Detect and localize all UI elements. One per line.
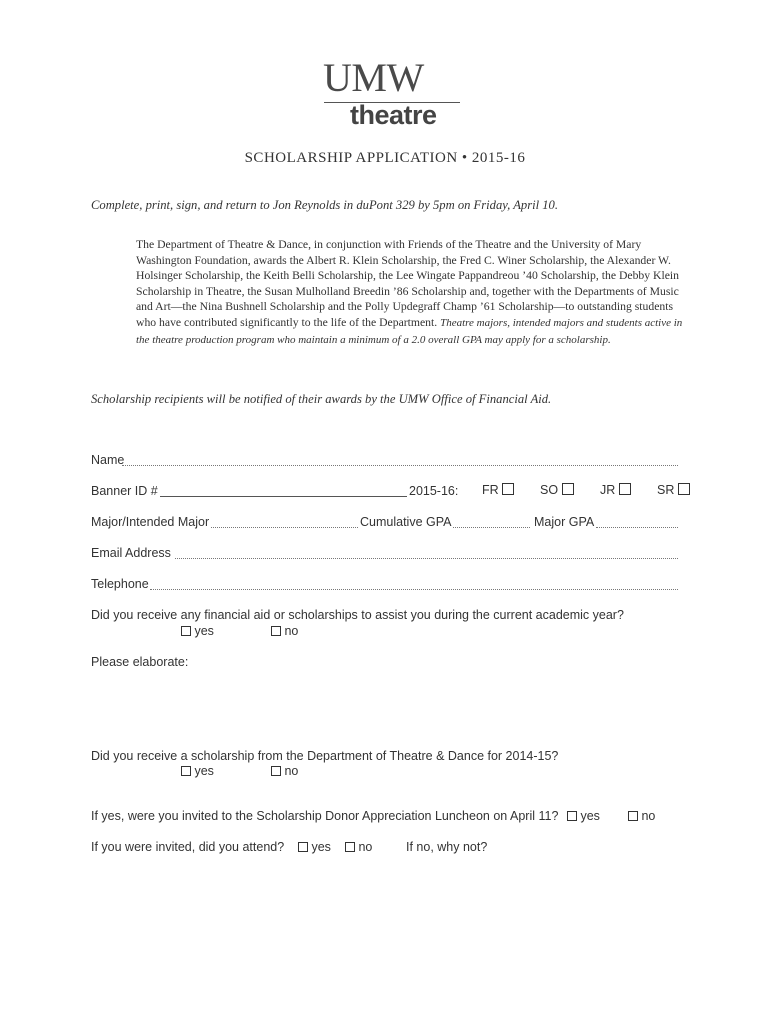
class-option-sr[interactable] (657, 483, 690, 497)
checkbox-icon[interactable] (181, 626, 191, 636)
q2-no-label: no (284, 764, 299, 778)
class-jr-label: JR (600, 483, 616, 497)
class-fr-label: FR (482, 483, 499, 497)
checkbox-icon[interactable] (345, 842, 355, 852)
page-title: SCHOLARSHIP APPLICATION • 2015-16 (244, 150, 526, 166)
email-field[interactable] (175, 558, 678, 559)
checkbox-icon[interactable] (502, 483, 514, 495)
logo-umw-text: UMW (323, 55, 424, 100)
question-prior-scholarship: Did you receive a scholarship from the Department of Theatre & Dance for 2014-15? (91, 749, 559, 763)
description-main: The Department of Theatre & Dance, in conjunction with Friends of the Theatre and the University of Mary Washington Foundation, awards the Albert R. Klein Scholarship, the Fred C. Winer Scholarship, the Alexander W. Holsinger Scholarship, the Keith Belli Scholarship, the Lee Wingate Pappandreou ’40 Scholarship, the Debby Klein Scholarship in Theatre, the Susan Mulholland Breedin ’86 Scholarship and, together with the Departments of Music and Art—the Nina Bushnell Scholarship and the Polly Updegraff Champ ’61 Scholarship—to outstanding students who have contributed significantly to the life of the Department. (136, 238, 679, 329)
cumulative-gpa-field[interactable] (453, 527, 530, 528)
cumulative-gpa-label: Cumulative GPA (360, 515, 452, 529)
checkbox-icon[interactable] (271, 766, 281, 776)
description-eligibility: Theatre majors, intended majors and students active in the theatre production program who maintain a minimum of a 2.0 overall GPA may apply for a scholarship. (136, 316, 683, 346)
q4-no-label: no (358, 840, 373, 854)
q2-no-option[interactable] (271, 765, 298, 778)
q4-yes-option[interactable] (298, 841, 331, 854)
q3-no-option[interactable] (628, 810, 655, 823)
class-so-label: SO (540, 483, 559, 497)
q3-yes-option[interactable] (567, 810, 600, 823)
q3-yes-label: yes (580, 809, 600, 823)
major-gpa-label: Major GPA (534, 515, 595, 529)
instructions: Complete, print, sign, and return to Jon Reynolds in duPont 329 by 5pm on Friday, April 10. (91, 198, 558, 212)
checkbox-icon[interactable] (181, 766, 191, 776)
question-attended: If you were invited, did you attend? (91, 840, 285, 854)
q2-yes-option[interactable] (181, 765, 214, 778)
major-gpa-field[interactable] (596, 527, 678, 528)
question-financial-aid: Did you receive any financial aid or scholarships to assist you during the current academic year? (91, 608, 624, 622)
class-option-fr[interactable] (482, 483, 514, 497)
name-field[interactable] (122, 465, 678, 466)
class-option-so[interactable] (540, 483, 574, 497)
why-not-label: If no, why not? (406, 840, 488, 854)
question-luncheon: If yes, were you invited to the Scholarship Donor Appreciation Luncheon on April 11? (91, 809, 559, 823)
q3-no-label: no (641, 809, 656, 823)
description-paragraph (136, 237, 686, 348)
telephone-label: Telephone (91, 577, 149, 591)
q1-no-label: no (284, 624, 299, 638)
q4-no-option[interactable] (345, 841, 372, 854)
major-label: Major/Intended Major (91, 515, 210, 529)
q1-yes-label: yes (194, 624, 214, 638)
email-label: Email Address (91, 546, 171, 560)
banner-id-field[interactable] (160, 496, 407, 497)
notification-note: Scholarship recipients will be notified of their awards by the UMW Office of Financial Aid. (91, 392, 552, 406)
logo-theatre-text: theatre (350, 100, 437, 130)
checkbox-icon[interactable] (678, 483, 690, 495)
banner-id-label: Banner ID # (91, 484, 158, 498)
class-sr-label: SR (657, 483, 675, 497)
year-label: 2015-16: (409, 484, 459, 498)
name-label: Name (91, 453, 125, 467)
checkbox-icon[interactable] (271, 626, 281, 636)
q2-yes-label: yes (194, 764, 214, 778)
checkbox-icon[interactable] (619, 483, 631, 495)
checkbox-icon[interactable] (298, 842, 308, 852)
q4-yes-label: yes (311, 840, 331, 854)
major-field[interactable] (211, 527, 358, 528)
q1-no-option[interactable] (271, 625, 298, 638)
checkbox-icon[interactable] (628, 811, 638, 821)
class-option-jr[interactable] (600, 483, 631, 497)
telephone-field[interactable] (150, 589, 678, 590)
checkbox-icon[interactable] (567, 811, 577, 821)
elaborate-label: Please elaborate: (91, 655, 189, 669)
q1-yes-option[interactable] (181, 625, 214, 638)
checkbox-icon[interactable] (562, 483, 574, 495)
